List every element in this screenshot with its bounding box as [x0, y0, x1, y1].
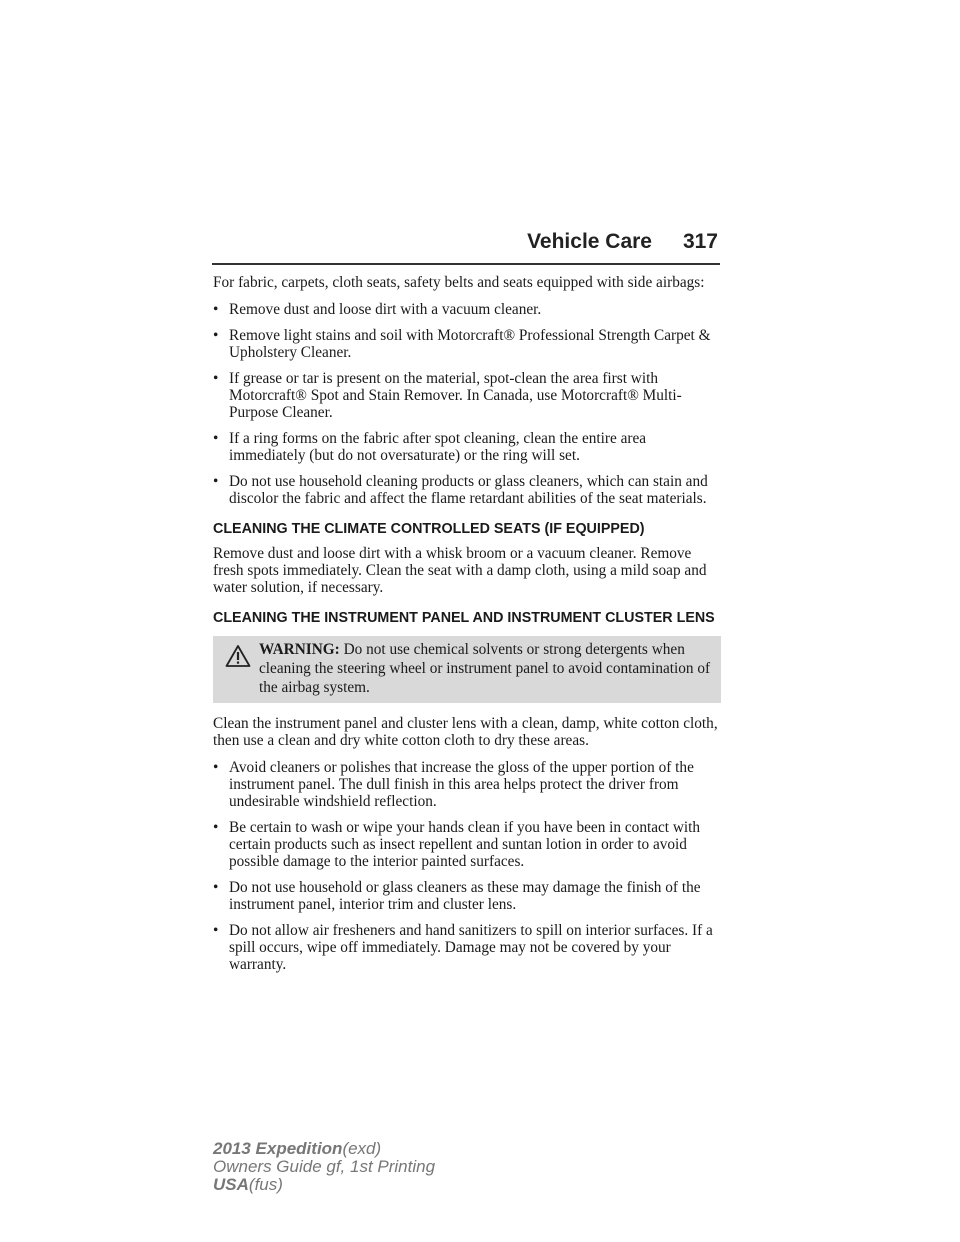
list-item-text: Do not allow air fresheners and hand sanitizers to spill on interior surfaces. If a spill occurs, wipe off immediately. Damage may not be covered by your warranty.	[229, 922, 713, 973]
list-item	[213, 819, 721, 870]
bullet-marker: •	[213, 301, 219, 318]
climate-seats-paragraph: Remove dust and loose dirt with a whisk broom or a vacuum cleaner. Remove fresh spots immediately. Clean the seat with a damp cloth, using a mild soap and water solution, if necessary.	[213, 545, 707, 596]
list-item	[213, 759, 721, 810]
list-item-text: If grease or tar is present on the material, spot-clean the area first with Motorcraft® Spot and Stain Remover. In Canada, use Motorcraft® Multi-Purpose Cleaner.	[229, 370, 682, 421]
bullet-marker: •	[213, 473, 219, 490]
instrument-panel-bullet-list	[213, 759, 721, 973]
list-item-text: Remove light stains and soil with Motorcraft® Professional Strength Carpet & Upholstery Cleaner.	[229, 327, 711, 361]
instrument-panel-heading: CLEANING THE INSTRUMENT PANEL AND INSTRUMENT CLUSTER LENS	[213, 610, 715, 626]
bullet-marker: •	[213, 922, 219, 939]
bullet-marker: •	[213, 879, 219, 896]
bullet-marker: •	[213, 370, 219, 387]
footer-market-code: (fus)	[248, 1175, 283, 1194]
climate-seats-heading: CLEANING THE CLIMATE CONTROLLED SEATS (IF EQUIPPED)	[213, 521, 645, 537]
list-item-text: If a ring forms on the fabric after spot cleaning, clean the entire area immediately (but do not oversaturate) or the ring will set.	[229, 430, 647, 464]
warning-triangle-icon	[225, 644, 251, 668]
list-item-text: Avoid cleaners or polishes that increase the gloss of the upper portion of the instrument panel. The dull finish in this area helps protect the driver from undesirable windshield reflection.	[229, 759, 694, 810]
page-content	[213, 274, 721, 982]
list-item	[213, 922, 721, 973]
bullet-marker: •	[213, 819, 219, 836]
warning-label: WARNING:	[259, 641, 340, 658]
list-item-text: Remove dust and loose dirt with a vacuum cleaner.	[229, 301, 542, 318]
header-rule	[212, 263, 720, 265]
footer-model: 2013 Expedition	[213, 1139, 343, 1158]
footer-market: USA	[213, 1175, 249, 1194]
list-item-text: Do not use household cleaning products or glass cleaners, which can stain and discolor the fabric and affect the flame retardant abilities of the seat materials.	[229, 473, 708, 507]
page-number: 317	[682, 230, 718, 253]
list-item	[213, 430, 721, 464]
list-item	[213, 473, 721, 507]
section-title: Vehicle Care	[527, 230, 652, 253]
bullet-marker: •	[213, 327, 219, 344]
list-item-text: Be certain to wash or wipe your hands clean if you have been in contact with certain products such as insect repellent and suntan lotion in order to avoid possible damage to the interior painted surfaces.	[229, 819, 701, 870]
footer-line-3	[213, 1176, 435, 1194]
footer-line-1	[213, 1140, 435, 1158]
fabric-bullet-list	[213, 301, 721, 507]
list-item	[213, 879, 721, 913]
page-header	[212, 230, 720, 266]
list-item	[213, 327, 721, 361]
list-item	[213, 301, 721, 318]
list-item-text: Do not use household or glass cleaners as these may damage the finish of the instrument panel, interior trim and cluster lens.	[229, 879, 701, 913]
bullet-marker: •	[213, 430, 219, 447]
instrument-panel-paragraph: Clean the instrument panel and cluster lens with a clean, damp, white cotton cloth, then use a clean and dry white cotton cloth to dry these areas.	[213, 715, 718, 749]
warning-box	[213, 636, 721, 703]
bullet-marker: •	[213, 759, 219, 776]
warning-message: Do not use chemical solvents or strong detergents when cleaning the steering wheel or instrument panel to avoid contamination of the airbag system.	[259, 641, 711, 696]
warning-text	[259, 640, 715, 697]
page-footer	[213, 1140, 435, 1194]
footer-line-2: Owners Guide gf, 1st Printing	[213, 1157, 436, 1176]
intro-paragraph: For fabric, carpets, cloth seats, safety belts and seats equipped with side airbags:	[213, 274, 705, 291]
list-item	[213, 370, 721, 421]
footer-model-code: (exd)	[342, 1139, 382, 1158]
